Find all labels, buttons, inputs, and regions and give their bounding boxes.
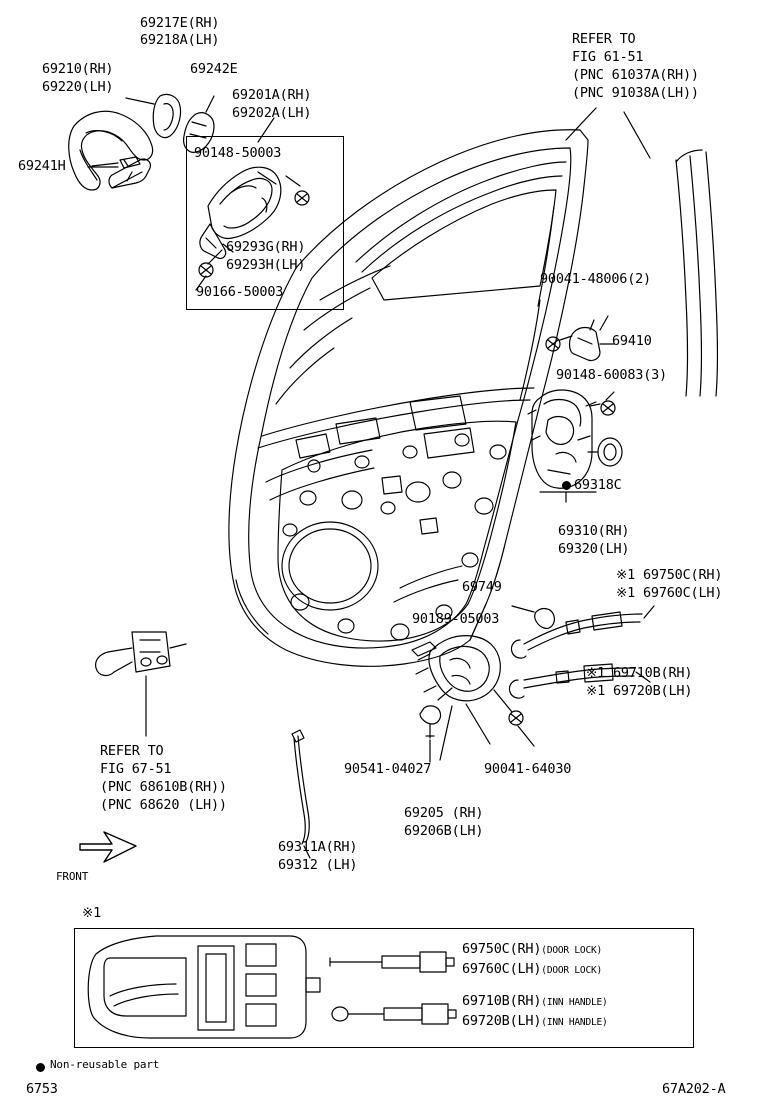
refer-61-51-line1: REFER TO bbox=[572, 31, 636, 47]
callout-69310: 69310(RH) bbox=[558, 523, 630, 539]
callout-90189-05003: 90189-05003 bbox=[412, 611, 500, 627]
refer-67-51-line2: FIG 67-51 bbox=[100, 761, 172, 777]
outer-door-handle-art bbox=[69, 111, 153, 190]
callout-69220: 69220(LH) bbox=[42, 79, 114, 95]
legend-asterisk-marker: ※1 bbox=[82, 905, 102, 921]
callout-90541-04027: 90541-04027 bbox=[344, 761, 432, 777]
screw-90541-04027-art bbox=[420, 706, 441, 738]
door-check-art bbox=[96, 632, 186, 675]
callout-90166-50003: 90166-50003 bbox=[196, 284, 284, 300]
refer-61-51-line2: FIG 61-51 bbox=[572, 49, 644, 65]
callout-69217e: 69217E(RH) bbox=[140, 15, 220, 31]
callout-69210: 69210(RH) bbox=[42, 61, 114, 77]
diagram-code: 67A202-A bbox=[662, 1081, 726, 1097]
door-lock-assembly-art bbox=[528, 390, 596, 488]
callout-90041-64030: 90041-64030 bbox=[484, 761, 572, 777]
callout-69318c: 69318C bbox=[562, 478, 622, 494]
callout-69293g: 69293G(RH) bbox=[226, 239, 306, 255]
refer-61-51-line4: (PNC 91038A(LH)) bbox=[572, 85, 699, 101]
grommet-69318c-art bbox=[598, 438, 622, 466]
callout-69201a: 69201A(RH) bbox=[232, 87, 312, 103]
callout-90148-50003: 90148-50003 bbox=[194, 145, 282, 161]
legend-row-2: 69710B(RH)(INN HANDLE) bbox=[462, 993, 608, 1009]
callout-90041-48006: 90041-48006(2) bbox=[540, 271, 651, 287]
refer-67-51-line4: (PNC 68620 (LH)) bbox=[100, 797, 227, 813]
rod-69311a-art bbox=[292, 730, 309, 844]
non-reusable-dot-69318c bbox=[562, 481, 571, 490]
legend-row-2-desc: (INN HANDLE) bbox=[541, 997, 608, 1008]
callout-69202a: 69202A(LH) bbox=[232, 105, 312, 121]
front-arrow-art bbox=[80, 832, 136, 862]
clip-69749-art bbox=[535, 609, 555, 629]
callout-69241h: 69241H bbox=[18, 158, 66, 174]
sheet-code: 6753 bbox=[26, 1081, 58, 1097]
non-reusable-dot bbox=[36, 1063, 45, 1072]
callout-69242e: 69242E bbox=[190, 61, 238, 77]
callout-69750c: ※1 69750C(RH) bbox=[616, 567, 723, 583]
bezel-69217e bbox=[153, 94, 180, 137]
callout-69320: 69320(LH) bbox=[558, 541, 630, 557]
front-label: FRONT bbox=[56, 870, 89, 883]
callout-69206b: 69206B(LH) bbox=[404, 823, 484, 839]
callout-69311a: 69311A(RH) bbox=[278, 839, 358, 855]
legend-row-3: 69720B(LH)(INN HANDLE) bbox=[462, 1013, 608, 1029]
pillar-weatherstrip-art bbox=[676, 150, 718, 396]
callout-69205: 69205 (RH) bbox=[404, 805, 484, 821]
lock-cable-art bbox=[511, 612, 642, 658]
callout-69710b: ※1 69710B(RH) bbox=[586, 665, 693, 681]
callout-69760c: ※1 69760C(LH) bbox=[616, 585, 723, 601]
legend-row-0-desc: (DOOR LOCK) bbox=[541, 945, 603, 956]
refer-61-51-line3: (PNC 61037A(RH)) bbox=[572, 67, 699, 83]
legend-row-0: 69750C(RH)(DOOR LOCK) bbox=[462, 941, 603, 957]
inner-handle-assembly-art bbox=[412, 636, 500, 701]
clip-69241h bbox=[120, 157, 140, 168]
callout-90148-60083: 90148-60083(3) bbox=[556, 367, 667, 383]
legend-row-3-desc: (INN HANDLE) bbox=[541, 1017, 608, 1028]
non-reusable-note: Non-reusable part bbox=[50, 1058, 160, 1071]
callout-69312: 69312 (LH) bbox=[278, 857, 358, 873]
striker-69410-art bbox=[570, 320, 615, 361]
refer-67-51-line3: (PNC 68610B(RH)) bbox=[100, 779, 227, 795]
callout-69293h: 69293H(LH) bbox=[226, 257, 306, 273]
callout-69720b: ※1 69720B(LH) bbox=[586, 683, 693, 699]
callout-69218a: 69218A(LH) bbox=[140, 32, 220, 48]
callout-69410: 69410 bbox=[612, 333, 652, 349]
callout-69749: 69749 bbox=[462, 579, 502, 595]
legend-row-1-desc: (DOOR LOCK) bbox=[541, 965, 603, 976]
refer-67-51-line1: REFER TO bbox=[100, 743, 164, 759]
legend-row-1: 69760C(LH)(DOOR LOCK) bbox=[462, 961, 603, 977]
